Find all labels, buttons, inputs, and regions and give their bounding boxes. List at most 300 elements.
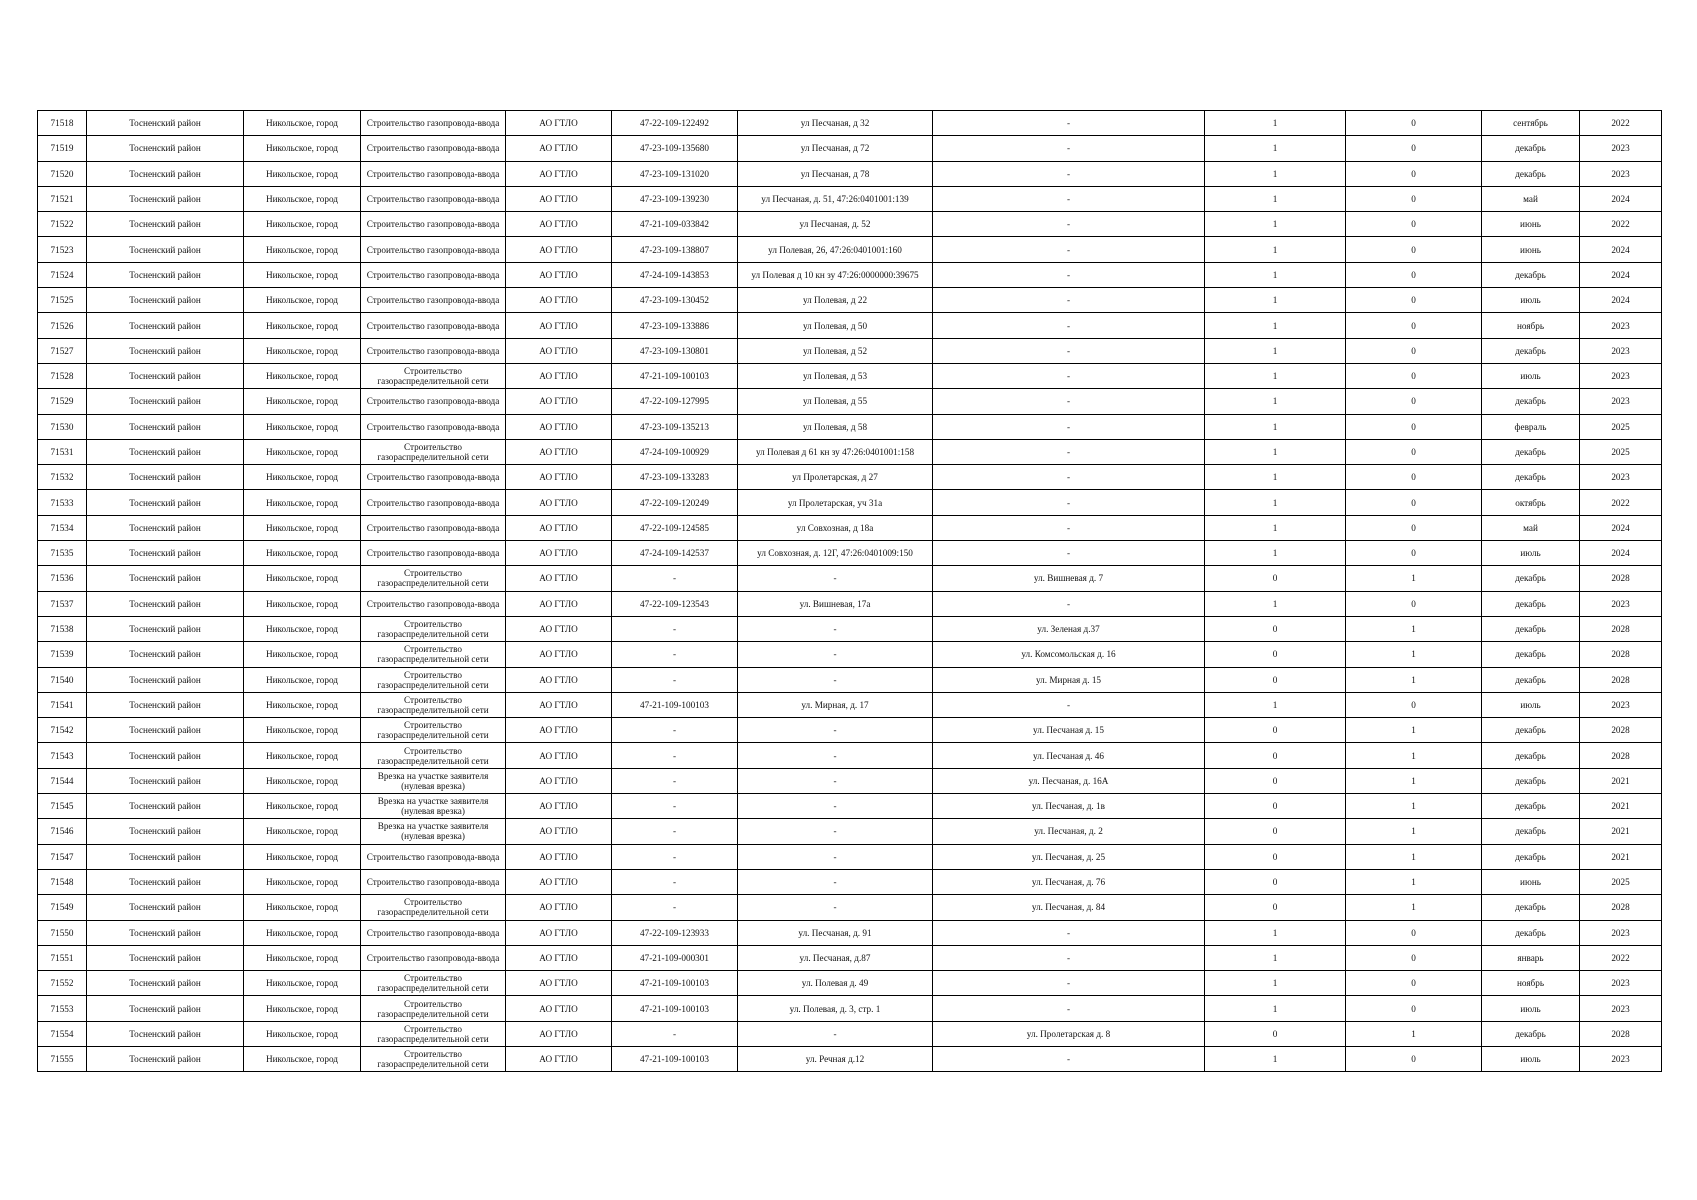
cell-organization: АО ГТЛО — [506, 869, 612, 894]
cell-qty-b: 0 — [1346, 262, 1482, 287]
cell-address-contract: - — [738, 743, 933, 768]
cell-settlement: Никольское, город — [244, 869, 361, 894]
cell-qty-b: 0 — [1346, 161, 1482, 186]
cell-year: 2028 — [1580, 718, 1662, 743]
cell-id: 71528 — [38, 363, 87, 388]
cell-address-planned: - — [933, 338, 1205, 363]
cell-work-type: Строительство газопровода-ввода — [361, 288, 506, 313]
cell-organization: АО ГТЛО — [506, 945, 612, 970]
cell-organization: АО ГТЛО — [506, 844, 612, 869]
cell-id: 71554 — [38, 1021, 87, 1046]
cell-contract-number: 47-24-109-143853 — [612, 262, 738, 287]
cell-qty-b: 0 — [1346, 414, 1482, 439]
cell-qty-a: 1 — [1205, 313, 1346, 338]
cell-organization: АО ГТЛО — [506, 718, 612, 743]
cell-address-contract: - — [738, 718, 933, 743]
cell-address-planned: ул. Песчаная д. 15 — [933, 718, 1205, 743]
cell-qty-a: 1 — [1205, 414, 1346, 439]
cell-work-type: Строительство газораспределительной сети — [361, 718, 506, 743]
cell-address-planned: - — [933, 262, 1205, 287]
cell-year: 2024 — [1580, 541, 1662, 566]
cell-month: июнь — [1482, 869, 1580, 894]
cell-contract-number: 47-22-109-123543 — [612, 591, 738, 616]
cell-contract-number: 47-21-109-033842 — [612, 212, 738, 237]
cell-settlement: Никольское, город — [244, 895, 361, 920]
cell-year: 2023 — [1580, 363, 1662, 388]
cell-qty-a: 0 — [1205, 642, 1346, 667]
cell-work-type: Строительство газораспределительной сети — [361, 895, 506, 920]
cell-organization: АО ГТЛО — [506, 920, 612, 945]
cell-address-contract: ул Пролетарская, д 27 — [738, 465, 933, 490]
cell-year: 2022 — [1580, 212, 1662, 237]
cell-district: Тосненский район — [87, 313, 244, 338]
cell-qty-a: 1 — [1205, 541, 1346, 566]
cell-district: Тосненский район — [87, 111, 244, 136]
cell-contract-number: 47-22-109-122492 — [612, 111, 738, 136]
cell-month: ноябрь — [1482, 971, 1580, 996]
cell-contract-number: 47-22-109-124585 — [612, 515, 738, 540]
cell-year: 2024 — [1580, 288, 1662, 313]
cell-year: 2028 — [1580, 1021, 1662, 1046]
cell-id: 71526 — [38, 313, 87, 338]
cell-month: декабрь — [1482, 465, 1580, 490]
cell-year: 2028 — [1580, 616, 1662, 641]
cell-address-planned: ул. Песчаная д. 46 — [933, 743, 1205, 768]
cell-address-planned: - — [933, 1046, 1205, 1071]
cell-month: декабрь — [1482, 338, 1580, 363]
cell-qty-a: 0 — [1205, 718, 1346, 743]
cell-id: 71542 — [38, 718, 87, 743]
cell-district: Тосненский район — [87, 414, 244, 439]
cell-qty-a: 1 — [1205, 212, 1346, 237]
cell-month: декабрь — [1482, 718, 1580, 743]
cell-month: май — [1482, 186, 1580, 211]
cell-qty-b: 0 — [1346, 186, 1482, 211]
cell-contract-number: 47-22-109-120249 — [612, 490, 738, 515]
cell-month: декабрь — [1482, 895, 1580, 920]
cell-month: октябрь — [1482, 490, 1580, 515]
cell-district: Тосненский район — [87, 212, 244, 237]
cell-district: Тосненский район — [87, 288, 244, 313]
cell-qty-a: 0 — [1205, 566, 1346, 591]
cell-work-type: Врезка на участке заявителя (нулевая врезка) — [361, 768, 506, 793]
cell-settlement: Никольское, город — [244, 1021, 361, 1046]
cell-organization: АО ГТЛО — [506, 288, 612, 313]
cell-month: декабрь — [1482, 136, 1580, 161]
cell-address-contract: - — [738, 616, 933, 641]
cell-settlement: Никольское, город — [244, 313, 361, 338]
cell-address-contract: ул Совхозная, д. 12Г, 47:26:0401009:150 — [738, 541, 933, 566]
cell-contract-number: - — [612, 1021, 738, 1046]
cell-settlement: Никольское, город — [244, 743, 361, 768]
table-row — [38, 186, 1662, 211]
cell-address-planned: ул. Песчаная, д. 1в — [933, 794, 1205, 819]
cell-address-contract: ул Полевая, д 58 — [738, 414, 933, 439]
cell-settlement: Никольское, город — [244, 692, 361, 717]
cell-contract-number: - — [612, 642, 738, 667]
cell-id: 71552 — [38, 971, 87, 996]
cell-contract-number: 47-21-109-100103 — [612, 996, 738, 1021]
cell-address-planned: ул. Песчаная, д. 76 — [933, 869, 1205, 894]
cell-address-planned: - — [933, 111, 1205, 136]
cell-address-contract: ул Полевая, д 50 — [738, 313, 933, 338]
table-row — [38, 363, 1662, 388]
cell-work-type: Строительство газопровода-ввода — [361, 136, 506, 161]
cell-month: декабрь — [1482, 768, 1580, 793]
cell-id: 71539 — [38, 642, 87, 667]
cell-address-planned: - — [933, 465, 1205, 490]
table-row — [38, 161, 1662, 186]
cell-qty-b: 0 — [1346, 212, 1482, 237]
cell-qty-b: 0 — [1346, 541, 1482, 566]
cell-settlement: Никольское, город — [244, 439, 361, 464]
cell-id: 71553 — [38, 996, 87, 1021]
cell-year: 2025 — [1580, 439, 1662, 464]
cell-address-planned: - — [933, 212, 1205, 237]
table-row — [38, 389, 1662, 414]
cell-qty-a: 0 — [1205, 616, 1346, 641]
cell-organization: АО ГТЛО — [506, 566, 612, 591]
table-row — [38, 743, 1662, 768]
cell-district: Тосненский район — [87, 363, 244, 388]
cell-settlement: Никольское, город — [244, 819, 361, 844]
cell-work-type: Строительство газораспределительной сети — [361, 692, 506, 717]
cell-district: Тосненский район — [87, 642, 244, 667]
cell-qty-a: 1 — [1205, 288, 1346, 313]
cell-year: 2021 — [1580, 768, 1662, 793]
cell-work-type: Строительство газораспределительной сети — [361, 996, 506, 1021]
cell-settlement: Никольское, город — [244, 414, 361, 439]
cell-address-contract: ул Песчаная, д. 51, 47:26:0401001:139 — [738, 186, 933, 211]
cell-organization: АО ГТЛО — [506, 768, 612, 793]
cell-contract-number: 47-23-109-130801 — [612, 338, 738, 363]
table-row — [38, 136, 1662, 161]
cell-year: 2022 — [1580, 490, 1662, 515]
table-row — [38, 819, 1662, 844]
cell-id: 71547 — [38, 844, 87, 869]
cell-work-type: Строительство газопровода-ввода — [361, 541, 506, 566]
cell-address-planned: - — [933, 920, 1205, 945]
cell-district: Тосненский район — [87, 996, 244, 1021]
cell-work-type: Строительство газопровода-ввода — [361, 490, 506, 515]
cell-contract-number: 47-21-109-000301 — [612, 945, 738, 970]
cell-address-contract: - — [738, 642, 933, 667]
cell-address-contract: ул Песчаная, д 32 — [738, 111, 933, 136]
cell-organization: АО ГТЛО — [506, 996, 612, 1021]
cell-qty-b: 0 — [1346, 389, 1482, 414]
cell-month: июль — [1482, 692, 1580, 717]
cell-district: Тосненский район — [87, 920, 244, 945]
cell-month: ноябрь — [1482, 313, 1580, 338]
cell-year: 2023 — [1580, 389, 1662, 414]
cell-qty-b: 1 — [1346, 844, 1482, 869]
cell-organization: АО ГТЛО — [506, 212, 612, 237]
table-row — [38, 692, 1662, 717]
cell-organization: АО ГТЛО — [506, 667, 612, 692]
cell-contract-number: 47-23-109-135213 — [612, 414, 738, 439]
table-row — [38, 768, 1662, 793]
cell-id: 71518 — [38, 111, 87, 136]
cell-work-type: Строительство газопровода-ввода — [361, 591, 506, 616]
cell-month: сентябрь — [1482, 111, 1580, 136]
cell-qty-b: 1 — [1346, 794, 1482, 819]
cell-id: 71536 — [38, 566, 87, 591]
cell-settlement: Никольское, город — [244, 768, 361, 793]
cell-qty-b: 1 — [1346, 768, 1482, 793]
cell-work-type: Строительство газораспределительной сети — [361, 363, 506, 388]
cell-address-planned: - — [933, 237, 1205, 262]
cell-district: Тосненский район — [87, 743, 244, 768]
cell-id: 71548 — [38, 869, 87, 894]
cell-district: Тосненский район — [87, 869, 244, 894]
cell-organization: АО ГТЛО — [506, 515, 612, 540]
cell-id: 71531 — [38, 439, 87, 464]
table-row — [38, 439, 1662, 464]
cell-qty-a: 1 — [1205, 111, 1346, 136]
cell-work-type: Строительство газораспределительной сети — [361, 743, 506, 768]
cell-work-type: Строительство газопровода-ввода — [361, 920, 506, 945]
cell-address-contract: ул Полевая д 61 кн зу 47:26:0401001:158 — [738, 439, 933, 464]
cell-month: декабрь — [1482, 1021, 1580, 1046]
cell-qty-b: 1 — [1346, 616, 1482, 641]
cell-id: 71538 — [38, 616, 87, 641]
cell-address-contract: ул. Полевая, д. 3, стр. 1 — [738, 996, 933, 1021]
cell-contract-number: - — [612, 718, 738, 743]
cell-qty-a: 1 — [1205, 945, 1346, 970]
cell-settlement: Никольское, город — [244, 389, 361, 414]
cell-qty-a: 1 — [1205, 338, 1346, 363]
cell-address-contract: ул Полевая, 26, 47:26:0401001:160 — [738, 237, 933, 262]
cell-contract-number: 47-21-109-100103 — [612, 363, 738, 388]
cell-qty-a: 1 — [1205, 389, 1346, 414]
cell-work-type: Строительство газопровода-ввода — [361, 212, 506, 237]
cell-qty-a: 1 — [1205, 515, 1346, 540]
cell-address-contract: ул Полевая, д 52 — [738, 338, 933, 363]
cell-settlement: Никольское, город — [244, 338, 361, 363]
cell-contract-number: 47-23-109-133886 — [612, 313, 738, 338]
cell-id: 71545 — [38, 794, 87, 819]
cell-work-type: Строительство газораспределительной сети — [361, 1021, 506, 1046]
cell-address-contract: - — [738, 819, 933, 844]
cell-qty-a: 0 — [1205, 895, 1346, 920]
cell-year: 2022 — [1580, 945, 1662, 970]
cell-year: 2028 — [1580, 895, 1662, 920]
cell-year: 2023 — [1580, 136, 1662, 161]
cell-address-planned: - — [933, 288, 1205, 313]
cell-address-contract: ул. Песчаная, д. 91 — [738, 920, 933, 945]
cell-month: июль — [1482, 363, 1580, 388]
cell-settlement: Никольское, город — [244, 971, 361, 996]
table-row — [38, 1021, 1662, 1046]
cell-month: декабрь — [1482, 743, 1580, 768]
cell-settlement: Никольское, город — [244, 490, 361, 515]
cell-address-planned: ул. Песчаная, д. 84 — [933, 895, 1205, 920]
cell-settlement: Никольское, город — [244, 262, 361, 287]
cell-year: 2023 — [1580, 591, 1662, 616]
cell-work-type: Строительство газораспределительной сети — [361, 971, 506, 996]
cell-id: 71543 — [38, 743, 87, 768]
cell-id: 71522 — [38, 212, 87, 237]
cell-settlement: Никольское, город — [244, 161, 361, 186]
cell-qty-b: 0 — [1346, 971, 1482, 996]
cell-work-type: Строительство газораспределительной сети — [361, 439, 506, 464]
cell-address-contract: - — [738, 768, 933, 793]
table-row — [38, 869, 1662, 894]
cell-address-contract: ул. Вишневая, 17а — [738, 591, 933, 616]
table-row — [38, 794, 1662, 819]
cell-address-planned: ул. Песчаная, д. 16А — [933, 768, 1205, 793]
cell-address-planned: ул. Вишневая д. 7 — [933, 566, 1205, 591]
table-row — [38, 591, 1662, 616]
cell-month: декабрь — [1482, 844, 1580, 869]
table-row — [38, 541, 1662, 566]
cell-settlement: Никольское, город — [244, 465, 361, 490]
cell-id: 71520 — [38, 161, 87, 186]
cell-organization: АО ГТЛО — [506, 262, 612, 287]
cell-month: декабрь — [1482, 161, 1580, 186]
cell-district: Тосненский район — [87, 237, 244, 262]
cell-work-type: Строительство газопровода-ввода — [361, 515, 506, 540]
cell-year: 2024 — [1580, 237, 1662, 262]
cell-qty-a: 1 — [1205, 186, 1346, 211]
cell-district: Тосненский район — [87, 186, 244, 211]
cell-organization: АО ГТЛО — [506, 1021, 612, 1046]
cell-id: 71523 — [38, 237, 87, 262]
cell-qty-b: 0 — [1346, 111, 1482, 136]
cell-year: 2023 — [1580, 161, 1662, 186]
cell-work-type: Строительство газопровода-ввода — [361, 313, 506, 338]
cell-qty-b: 1 — [1346, 642, 1482, 667]
cell-settlement: Никольское, город — [244, 844, 361, 869]
cell-settlement: Никольское, город — [244, 237, 361, 262]
cell-address-planned: - — [933, 136, 1205, 161]
cell-district: Тосненский район — [87, 262, 244, 287]
table-row — [38, 515, 1662, 540]
cell-settlement: Никольское, город — [244, 541, 361, 566]
cell-month: июль — [1482, 996, 1580, 1021]
cell-address-planned: - — [933, 439, 1205, 464]
cell-organization: АО ГТЛО — [506, 389, 612, 414]
cell-qty-b: 0 — [1346, 313, 1482, 338]
table-row — [38, 718, 1662, 743]
table-row — [38, 616, 1662, 641]
cell-qty-a: 0 — [1205, 667, 1346, 692]
cell-qty-b: 1 — [1346, 1021, 1482, 1046]
table-row — [38, 465, 1662, 490]
cell-organization: АО ГТЛО — [506, 161, 612, 186]
cell-qty-b: 1 — [1346, 566, 1482, 591]
cell-district: Тосненский район — [87, 591, 244, 616]
cell-id: 71549 — [38, 895, 87, 920]
cell-address-contract: ул. Речная д.12 — [738, 1046, 933, 1071]
cell-address-contract: ул Совхозная, д 18а — [738, 515, 933, 540]
cell-work-type: Строительство газопровода-ввода — [361, 237, 506, 262]
cell-id: 71519 — [38, 136, 87, 161]
cell-contract-number: - — [612, 743, 738, 768]
cell-qty-a: 1 — [1205, 161, 1346, 186]
cell-work-type: Строительство газопровода-ввода — [361, 945, 506, 970]
cell-district: Тосненский район — [87, 616, 244, 641]
cell-address-contract: ул Песчаная, д 78 — [738, 161, 933, 186]
cell-qty-b: 1 — [1346, 819, 1482, 844]
cell-qty-a: 1 — [1205, 262, 1346, 287]
cell-contract-number: 47-23-109-135680 — [612, 136, 738, 161]
cell-id: 71537 — [38, 591, 87, 616]
cell-district: Тосненский район — [87, 465, 244, 490]
cell-qty-b: 0 — [1346, 465, 1482, 490]
cell-address-planned: ул. Мирная д. 15 — [933, 667, 1205, 692]
cell-qty-a: 1 — [1205, 465, 1346, 490]
cell-district: Тосненский район — [87, 338, 244, 363]
cell-address-planned: - — [933, 591, 1205, 616]
cell-address-contract: ул Полевая, д 22 — [738, 288, 933, 313]
cell-district: Тосненский район — [87, 819, 244, 844]
cell-id: 71527 — [38, 338, 87, 363]
cell-address-planned: ул. Пролетарская д. 8 — [933, 1021, 1205, 1046]
cell-address-contract: - — [738, 566, 933, 591]
cell-qty-b: 0 — [1346, 237, 1482, 262]
cell-contract-number: - — [612, 869, 738, 894]
cell-month: декабрь — [1482, 667, 1580, 692]
cell-qty-b: 1 — [1346, 718, 1482, 743]
cell-month: декабрь — [1482, 642, 1580, 667]
cell-month: декабрь — [1482, 920, 1580, 945]
cell-year: 2025 — [1580, 414, 1662, 439]
cell-month: декабрь — [1482, 262, 1580, 287]
cell-year: 2028 — [1580, 566, 1662, 591]
cell-address-planned: - — [933, 541, 1205, 566]
cell-address-planned: - — [933, 971, 1205, 996]
cell-qty-b: 1 — [1346, 895, 1482, 920]
cell-district: Тосненский район — [87, 794, 244, 819]
table-row — [38, 288, 1662, 313]
table-row — [38, 667, 1662, 692]
table-row — [38, 490, 1662, 515]
cell-year: 2021 — [1580, 844, 1662, 869]
cell-address-contract: - — [738, 1021, 933, 1046]
cell-contract-number: 47-24-109-100929 — [612, 439, 738, 464]
cell-organization: АО ГТЛО — [506, 363, 612, 388]
cell-contract-number: 47-23-109-130452 — [612, 288, 738, 313]
cell-qty-a: 1 — [1205, 136, 1346, 161]
cell-id: 71550 — [38, 920, 87, 945]
cell-id: 71534 — [38, 515, 87, 540]
cell-address-contract: ул. Полевая д. 49 — [738, 971, 933, 996]
cell-month: июль — [1482, 288, 1580, 313]
cell-work-type: Строительство газораспределительной сети — [361, 1046, 506, 1071]
cell-address-planned: - — [933, 692, 1205, 717]
cell-qty-a: 0 — [1205, 869, 1346, 894]
cell-address-planned: ул. Песчаная, д. 25 — [933, 844, 1205, 869]
cell-month: февраль — [1482, 414, 1580, 439]
cell-settlement: Никольское, город — [244, 288, 361, 313]
cell-district: Тосненский район — [87, 1021, 244, 1046]
cell-qty-a: 1 — [1205, 1046, 1346, 1071]
cell-organization: АО ГТЛО — [506, 414, 612, 439]
cell-qty-a: 1 — [1205, 490, 1346, 515]
cell-district: Тосненский район — [87, 844, 244, 869]
table-row — [38, 895, 1662, 920]
cell-qty-a: 1 — [1205, 439, 1346, 464]
cell-settlement: Никольское, город — [244, 718, 361, 743]
cell-contract-number: - — [612, 667, 738, 692]
cell-work-type: Строительство газопровода-ввода — [361, 844, 506, 869]
cell-month: декабрь — [1482, 819, 1580, 844]
cell-district: Тосненский район — [87, 136, 244, 161]
cell-month: июль — [1482, 1046, 1580, 1071]
cell-organization: АО ГТЛО — [506, 136, 612, 161]
table-row — [38, 414, 1662, 439]
